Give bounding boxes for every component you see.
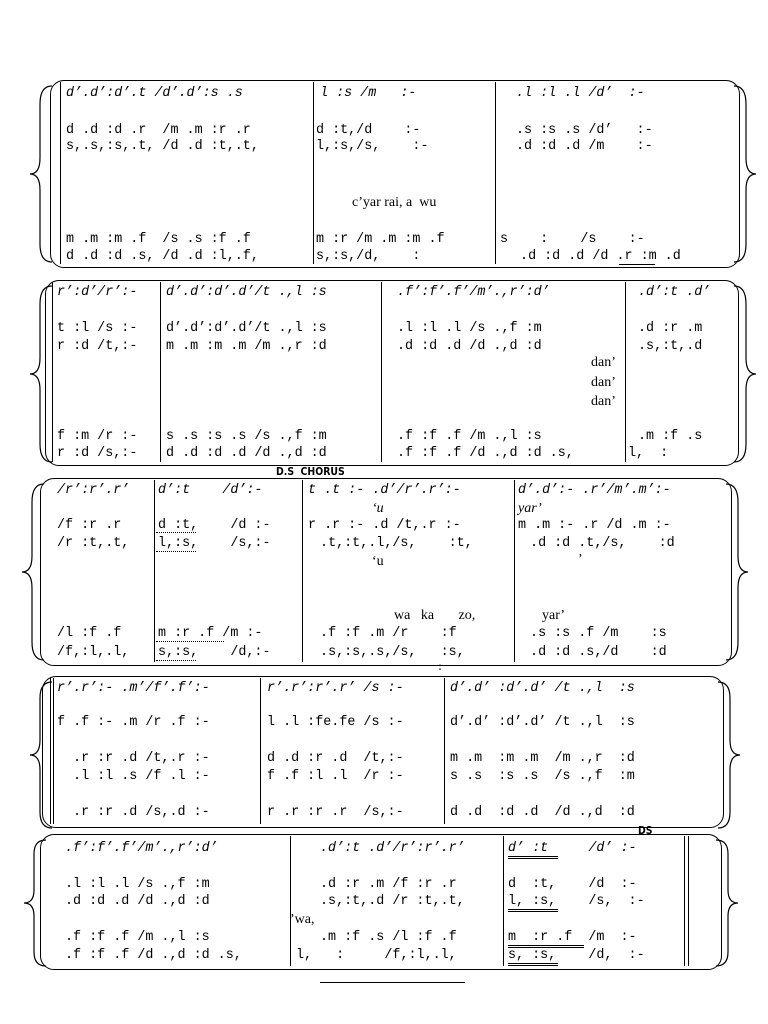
solfa-line: m .m :m .m /m .,r :d <box>450 751 635 766</box>
solfa-line: .s,:t,.d <box>638 339 703 354</box>
solfa-line: .t,:t,.l,/s, :t, <box>312 536 473 551</box>
solfa-line: r .r :- .d /t,.r :- <box>308 518 461 533</box>
solfa-line: r :d /t,:- <box>57 339 138 354</box>
solfa-line: d’.d’:d’.t /d’.d’:s .s <box>66 86 243 101</box>
solfa-line: .d’:t .d’ <box>638 285 711 300</box>
solfa-line: .d’:t .d’/r’:r’.r’ <box>320 841 465 856</box>
solfa-line: s,:s, /d,:- <box>158 645 271 660</box>
solfa-line: f .f :- .m /r .f :- <box>57 715 210 730</box>
solfa-line: .d :d .d /m :- <box>516 139 653 154</box>
solfa-line: .s :s .f /m :s <box>522 626 667 641</box>
solfa-line: d .d :r .d /t,:- <box>267 751 404 766</box>
ds-chorus-header: D.S CHORUS <box>276 465 345 478</box>
solfa-line: r :d /s,:- <box>57 446 138 461</box>
barline <box>688 836 689 966</box>
solfa-line: .f :f .f /m .,l :s <box>65 930 210 945</box>
solfa-line: s, :s, /d, :- <box>508 948 645 963</box>
tie-underline <box>619 264 655 265</box>
dotted-underline <box>156 551 196 552</box>
solfa-line: s,:s,/d, : <box>316 249 421 264</box>
right-brace <box>714 838 740 968</box>
solfa-line: /f :r .r <box>57 518 122 533</box>
solfa-line: r’:d’/r’:- <box>57 285 138 300</box>
solfa-line: m :r .f /m :- <box>508 930 637 945</box>
solfa-line: m :r .f /m :- <box>158 626 263 641</box>
solfa-line: .f :f .f /d .,d :d .s, <box>397 446 574 461</box>
solfa-line: l :s /m :- <box>320 86 417 101</box>
solfa-line: .l :l .l /s .,f :m <box>397 321 542 336</box>
system-frame <box>45 280 739 466</box>
solfa-line: s .s :s .s /s .,f :m <box>450 769 635 784</box>
double-underline <box>508 965 558 966</box>
dotted-underline <box>156 660 196 661</box>
solfa-line: r’.r’:r’.r’ /s :- <box>267 681 404 696</box>
solfa-line: .r :r .d /s,.d :- <box>65 805 210 820</box>
solfa-line: .f :f .m /r :f <box>312 626 457 641</box>
lyric-text: wa ka zo, <box>394 608 476 623</box>
barline <box>160 282 161 462</box>
separator-colon: : <box>437 663 444 674</box>
barline <box>52 282 53 462</box>
solfa-line: .s,:s,.s,/s, :s, <box>312 645 465 660</box>
solfa-line: d .d :d .d /d .,d :d <box>166 446 327 461</box>
solfa-line: .d :d .d /d .,d :d <box>397 339 542 354</box>
solfa-line: d’:t /d’:- <box>158 483 263 498</box>
barline <box>514 480 515 662</box>
solfa-line: d :t, /d :- <box>158 518 271 533</box>
double-underline <box>508 963 558 964</box>
right-brace <box>732 84 758 264</box>
right-brace <box>724 482 750 662</box>
solfa-line: .l :l .s /f .l :- <box>65 769 210 784</box>
solfa-line: .d :d .d /d .r :m .d <box>512 249 681 264</box>
lyric-text: ’ <box>578 552 583 567</box>
solfa-line: .d :d .t,/s, :d <box>522 536 675 551</box>
barline <box>154 480 155 662</box>
solfa-line: .l :l .l /d’ :- <box>516 86 645 101</box>
solfa-line: .s :s .s /d’ :- <box>516 123 653 138</box>
solfa-line: m .m :- .r /d .m :- <box>518 518 671 533</box>
solfa-line: .f’:f’.f’/m’.,r’:d’ <box>397 285 550 300</box>
solfa-line: d’.d’:- .r’/m’.m’:- <box>518 483 671 498</box>
solfa-line: .f :f .f /d .,d :d .s, <box>65 948 242 963</box>
double-underline <box>508 856 558 857</box>
solfa-line: m .m :m .f /s .s :f .f <box>66 232 251 247</box>
solfa-line: .f’:f’.f’/m’.,r’:d’ <box>65 841 218 856</box>
solfa-line: d’.d’:d’.d’/t .,l :s <box>166 321 327 336</box>
solfa-line: d .d :d .d /d .,d :d <box>450 805 635 820</box>
barline <box>60 82 61 264</box>
lyric-text: dan’ <box>591 355 616 370</box>
right-brace <box>716 680 742 830</box>
solfa-line: s : /s :- <box>500 232 645 247</box>
solfa-line: .d :r .m <box>638 321 703 336</box>
solfa-line: .f :f .f /m .,l :s <box>397 429 542 444</box>
barline <box>53 678 54 824</box>
lyric-text: dan’ <box>591 394 616 409</box>
barline <box>625 282 626 462</box>
solfa-line: d’.d’:d’.d’/t .,l :s <box>166 285 327 300</box>
ds-marker: DS <box>638 824 653 837</box>
solfa-line: /r :t,.t, <box>57 536 130 551</box>
double-underline <box>508 858 558 859</box>
solfa-line: d’.d’ :d’.d’ /t .,l :s <box>450 681 635 696</box>
solfa-line: d .d :d .r /m .m :r .r <box>66 123 251 138</box>
solfa-line: .m :f .s <box>638 429 703 444</box>
solfa-line: .d :d .d /d .,d :d <box>65 894 210 909</box>
barline <box>381 282 382 462</box>
barline <box>302 480 303 662</box>
double-underline <box>508 909 558 910</box>
solfa-line: l, : /f,:l,.l, <box>296 948 457 963</box>
solfa-line: .r :r .d /t,.r :- <box>65 751 210 766</box>
solfa-line: .s,:t,.d /r :t,.t, <box>320 894 465 909</box>
solfa-line: d :t,/d :- <box>316 123 421 138</box>
barline <box>313 82 314 264</box>
double-underline <box>508 911 558 912</box>
lyric-text: yar’ <box>542 608 566 623</box>
lyric-text: ‘u <box>372 554 384 569</box>
right-brace <box>732 284 758 464</box>
solfa-line: r .r :r .r /s,:- <box>267 805 404 820</box>
barline <box>260 678 261 824</box>
barline <box>684 836 685 966</box>
barline <box>444 678 445 824</box>
solfa-line: d’.d’ :d’.d’ /t .,l :s <box>450 715 635 730</box>
barline <box>503 836 504 966</box>
barline <box>290 836 291 966</box>
barline <box>495 82 496 264</box>
solfa-line: /r’:r’.r’ <box>57 483 130 498</box>
solfa-line: r’.r’:- .m’/f’.f’:- <box>57 681 210 696</box>
solfa-line: t .t :- .d’/r’.r’:- <box>308 483 461 498</box>
solfa-line: l .l :fe.fe /s :- <box>267 715 404 730</box>
solfa-line: l, : <box>628 446 669 461</box>
end-rule <box>320 982 465 983</box>
solfa-line: .d :d .s,/d :d <box>522 645 667 660</box>
solfa-line: .l :l .l /s .,f :m <box>65 877 210 892</box>
lyric-text: c’yar rai, a wu <box>352 195 437 210</box>
solfa-line: d’ :t /d’ :- <box>508 841 637 856</box>
lyric-text: yar’ <box>518 501 542 516</box>
solfa-line: s,.s,:s,.t, /d .d :t,.t, <box>66 139 259 154</box>
solfa-line: t :l /s :- <box>57 321 138 336</box>
solfa-line: d :t, /d :- <box>508 877 637 892</box>
solfa-line: f :m /r :- <box>57 429 138 444</box>
dotted-underline <box>156 641 224 642</box>
lyric-text: dan’ <box>591 375 616 390</box>
lyric-text: ’wa, <box>290 912 315 927</box>
solfa-line: l,:s,/s, :- <box>316 139 429 154</box>
solfa-line: .m :f .s /l :f .f <box>320 930 457 945</box>
solfa-line: /l :f .f <box>57 626 122 641</box>
solfa-line: m :r /m .m :m .f <box>316 232 445 247</box>
solfa-line: d .d :d .s, /d .d :l,.f, <box>66 249 259 264</box>
solfa-line: f .f :l .l /r :- <box>267 769 404 784</box>
solfa-line: l, :s, /s, :- <box>508 894 645 909</box>
solfa-line: /f,:l,.l, <box>57 645 130 660</box>
solfa-line: l,:s, /s,:- <box>158 536 271 551</box>
barline <box>50 678 51 824</box>
solfa-line: m .m :m .m /m .,r :d <box>166 339 327 354</box>
solfa-line: .d :r .m /f :r .r <box>320 877 457 892</box>
solfa-line: s .s :s .s /s .,f :m <box>166 429 327 444</box>
double-underline <box>508 945 584 946</box>
lyric-text: ‘u <box>372 501 384 516</box>
